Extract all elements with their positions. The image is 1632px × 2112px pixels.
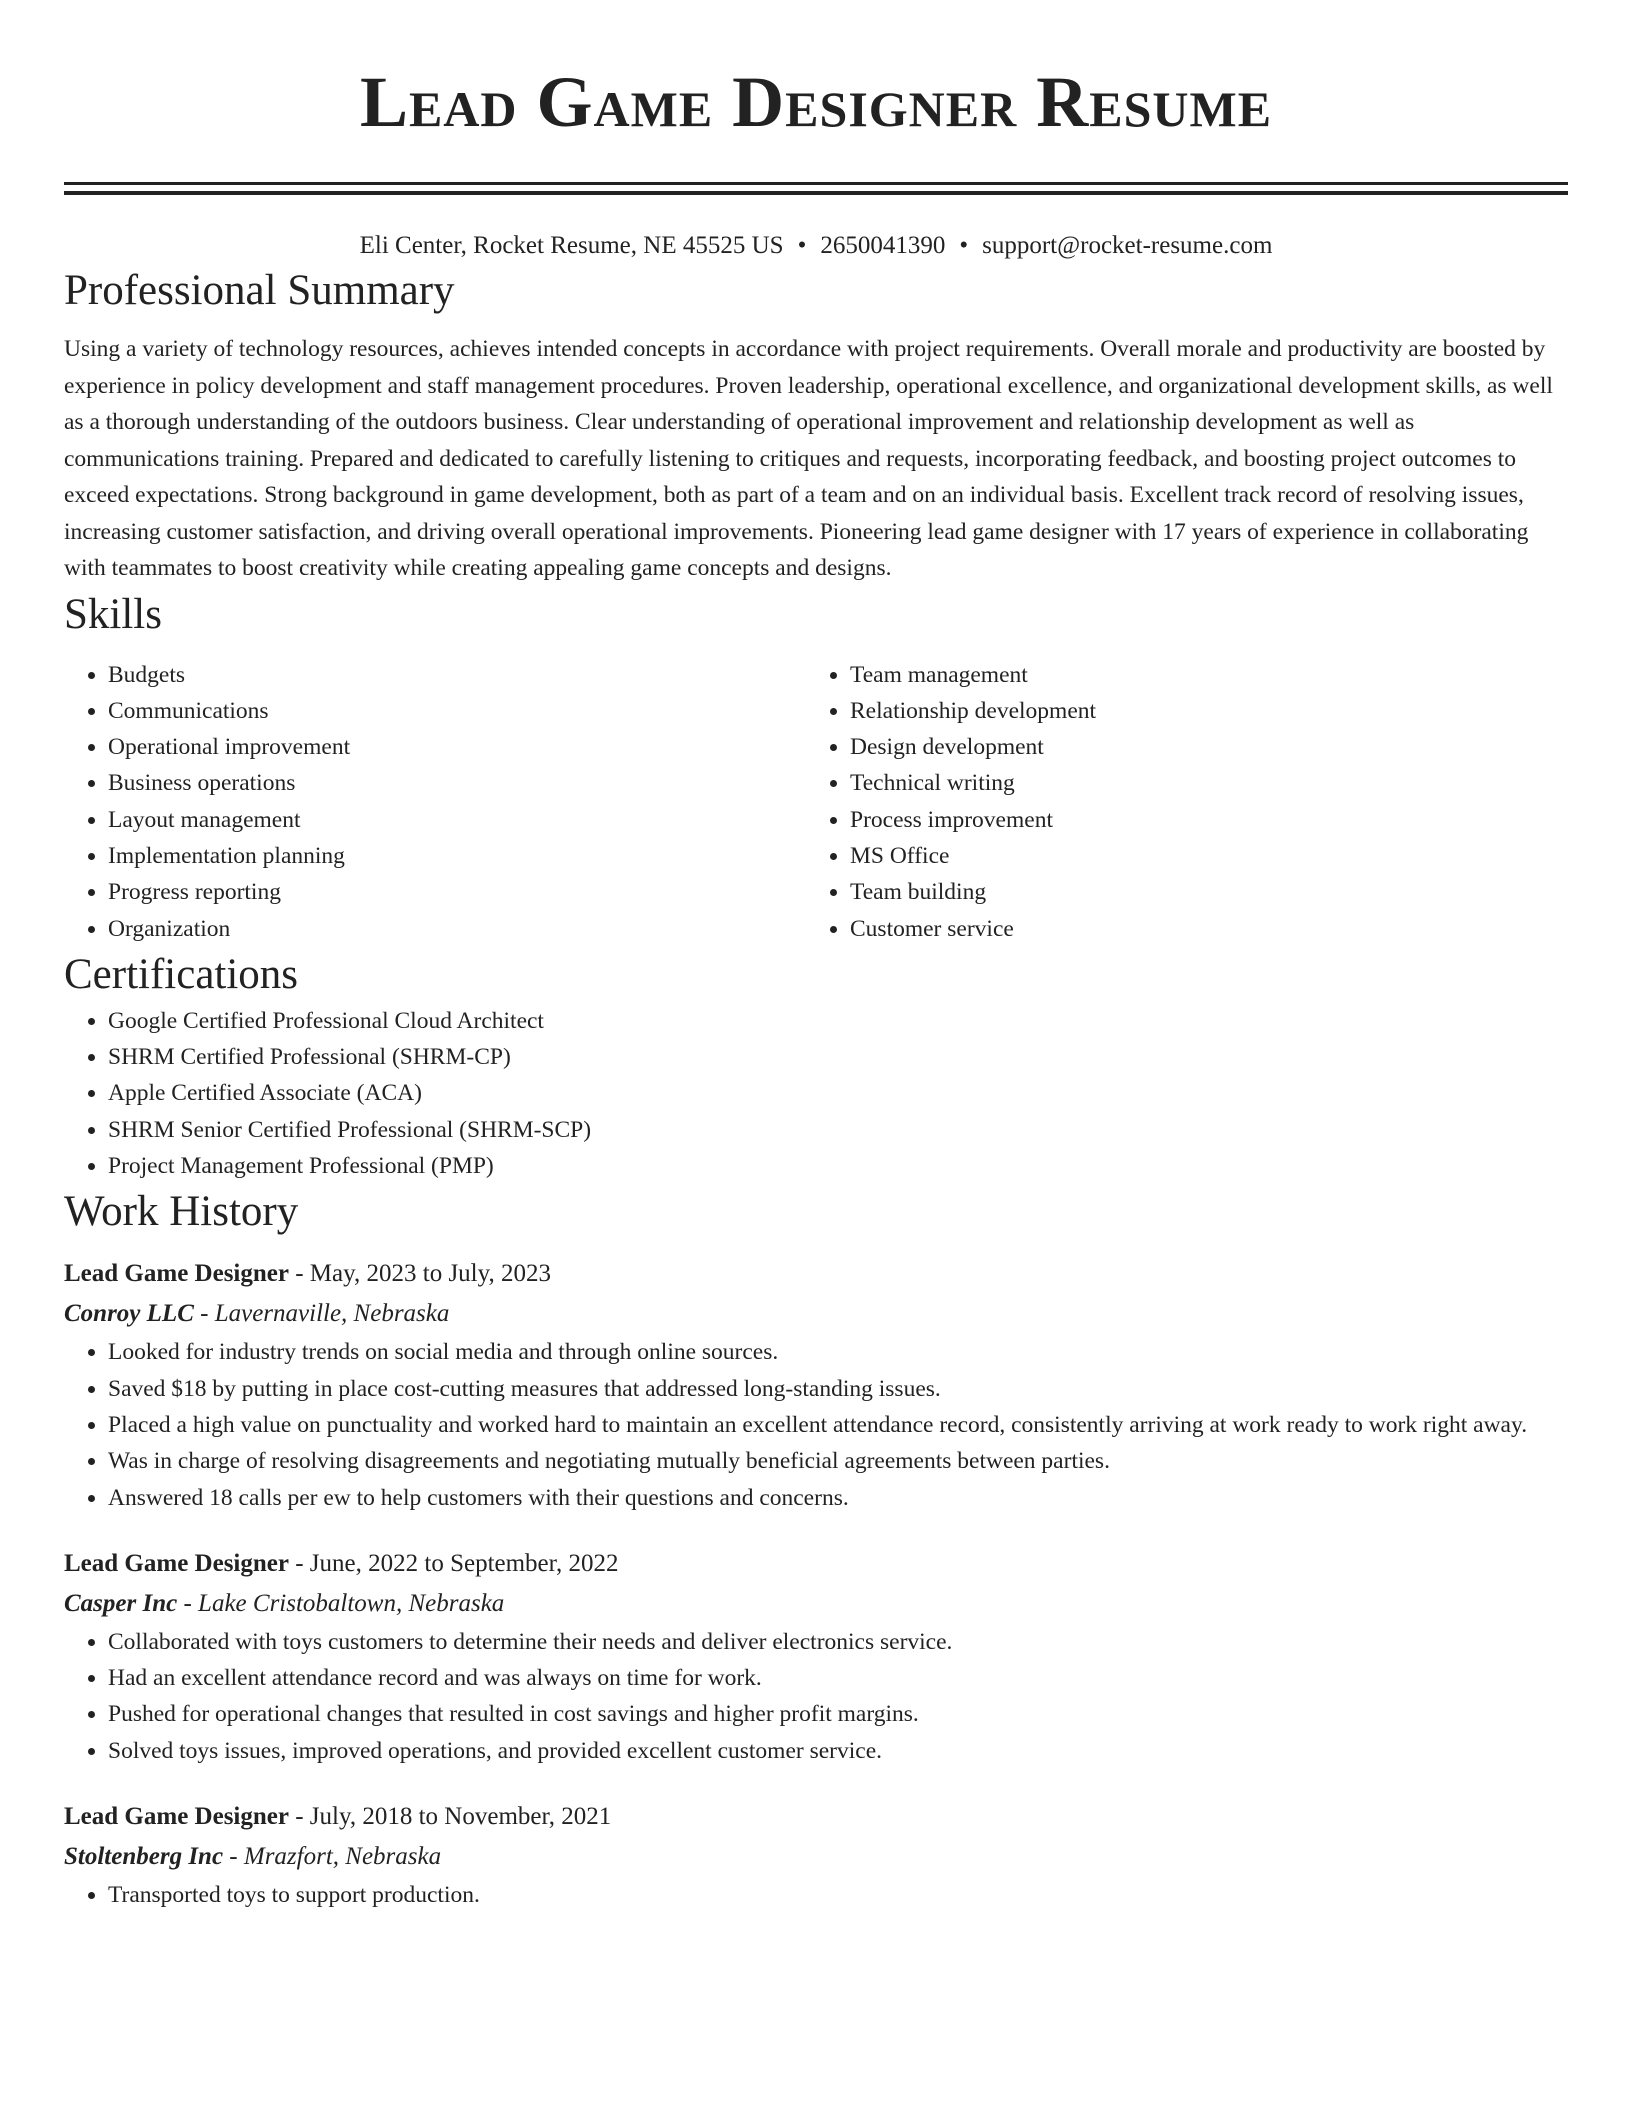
job-entry	[64, 1254, 1568, 1515]
job-company: Stoltenberg Inc	[64, 1843, 224, 1871]
job-duty-item: • Answered 18 calls per ew to help customers with their questions and concerns.	[108, 1480, 1568, 1516]
summary-text: Using a variety of technology resources, achieves intended concepts in accordance with project requirements. Overall morale and productivity are boosted by experience in policy development and staff management procedures. Proven leadership, operational excellence, and organizational development skills, as well as a thorough understanding of the outdoors business. Clear understanding of operational improvement and relationship development as well as communications training. Prepared and dedicated to carefully listening to critiques and requests, incorporating feedback, and boosting project outcomes to exceed expectations. Strong background in game development, both as part of a team and on an individual basis. Excellent track record of resolving issues, increasing customer satisfaction, and driving overall operational improvements. Pioneering lead game designer with 17 years of experience in collaborating with teammates to boost creativity while creating appealing game concepts and designs.	[64, 336, 1553, 581]
contact-separator: •	[959, 232, 969, 259]
job-duty-item: • Transported toys to support production.	[108, 1877, 1568, 1913]
job-company-line: Conroy LLC - Lavernaville, Nebraska	[64, 1300, 450, 1328]
job-duty-item: • Collaborated with toys customers to determine their needs and deliver electronics service.	[108, 1624, 1568, 1660]
skills-column-right	[806, 657, 1548, 947]
skill-item: • Layout management	[108, 802, 806, 838]
job-duty-item: • Saved $18 by putting in place cost-cutting measures that addressed long-standing issues.	[108, 1371, 1568, 1407]
skill-item: • Team management	[850, 657, 1548, 693]
skills-columns	[64, 657, 1568, 947]
skill-item: • Customer service	[850, 911, 1548, 947]
skill-item: • Implementation planning	[108, 838, 806, 874]
certification-item: • Project Management Professional (PMP)	[108, 1148, 1568, 1184]
skill-item: • Business operations	[108, 765, 806, 801]
skill-item: • Relationship development	[850, 693, 1548, 729]
job-title-line: Lead Game Designer - May, 2023 to July, 2023	[64, 1260, 551, 1288]
job-company-line: Casper Inc - Lake Cristobaltown, Nebraska	[64, 1589, 505, 1617]
job-duties-list	[64, 1624, 1568, 1769]
job-duty-item: • Pushed for operational changes that resulted in cost savings and higher profit margins.	[108, 1696, 1568, 1732]
skills-list-left	[64, 657, 806, 947]
job-duty-item: • Looked for industry trends on social media and through online sources.	[108, 1334, 1568, 1370]
job-company: Conroy LLC	[64, 1300, 194, 1328]
skill-item: • Organization	[108, 911, 806, 947]
work-history-heading: Work History	[64, 1188, 299, 1236]
skill-item: • Budgets	[108, 657, 806, 693]
resume-title: Lead Game Designer Resume	[359, 62, 1273, 142]
job-title: Lead Game Designer	[64, 1803, 289, 1831]
job-duty-item: • Solved toys issues, improved operations, and provided excellent customer service.	[108, 1733, 1568, 1769]
job-location: Lake Cristobaltown, Nebraska	[198, 1589, 505, 1617]
contact-email: support@rocket-resume.com	[982, 232, 1273, 259]
certification-item: • SHRM Certified Professional (SHRM-CP)	[108, 1039, 1568, 1075]
certification-item: • Google Certified Professional Cloud Architect	[108, 1003, 1568, 1039]
job-title: Lead Game Designer	[64, 1549, 289, 1577]
certification-item: • SHRM Senior Certified Professional (SHRM-SCP)	[108, 1112, 1568, 1148]
job-dates: July, 2018 to November, 2021	[309, 1803, 612, 1831]
job-dates: June, 2022 to September, 2022	[309, 1549, 619, 1577]
title-divider-thin	[64, 191, 1568, 195]
job-entry	[64, 1797, 1568, 1913]
job-title: Lead Game Designer	[64, 1260, 289, 1288]
job-title-line: Lead Game Designer - July, 2018 to November, 2021	[64, 1803, 612, 1831]
job-location: Lavernaville, Nebraska	[214, 1300, 450, 1328]
job-company-line: Stoltenberg Inc - Mrazfort, Nebraska	[64, 1843, 442, 1871]
skill-item: • MS Office	[850, 838, 1548, 874]
skills-heading: Skills	[64, 590, 162, 638]
skill-item: • Communications	[108, 693, 806, 729]
job-title-line: Lead Game Designer - June, 2022 to September, 2022	[64, 1549, 619, 1577]
job-duties-list	[64, 1334, 1568, 1515]
contact-separator: •	[797, 232, 807, 259]
job-company: Casper Inc	[64, 1589, 178, 1617]
title-divider-thick	[64, 182, 1568, 185]
job-duty-item: • Placed a high value on punctuality and worked hard to maintain an excellent attendance record, consistently arriving at work ready to work right away.	[108, 1407, 1568, 1443]
job-dates: May, 2023 to July, 2023	[309, 1260, 551, 1288]
resume-page	[64, 0, 1568, 1913]
contact-address: Eli Center, Rocket Resume, NE 45525 US	[359, 232, 784, 259]
job-duties-list	[64, 1877, 1568, 1913]
summary-heading: Professional Summary	[64, 267, 455, 314]
skill-item: • Process improvement	[850, 802, 1548, 838]
skill-item: • Team building	[850, 874, 1548, 910]
skills-column-left	[64, 657, 806, 947]
job-duty-item: • Had an excellent attendance record and was always on time for work.	[108, 1660, 1568, 1696]
skill-item: • Technical writing	[850, 765, 1548, 801]
skill-item: • Progress reporting	[108, 874, 806, 910]
certification-item: • Apple Certified Associate (ACA)	[108, 1075, 1568, 1111]
job-entry	[64, 1544, 1568, 1769]
skills-list-right	[806, 657, 1548, 947]
certifications-heading: Certifications	[64, 950, 299, 998]
contact-line	[64, 229, 1568, 263]
skill-item: • Design development	[850, 729, 1548, 765]
job-location: Mrazfort, Nebraska	[243, 1843, 442, 1871]
job-duty-item: • Was in charge of resolving disagreements and negotiating mutually beneficial agreements between parties.	[108, 1443, 1568, 1479]
certifications-list	[64, 1003, 1568, 1184]
contact-phone: 2650041390	[820, 232, 946, 259]
skill-item: • Operational improvement	[108, 729, 806, 765]
